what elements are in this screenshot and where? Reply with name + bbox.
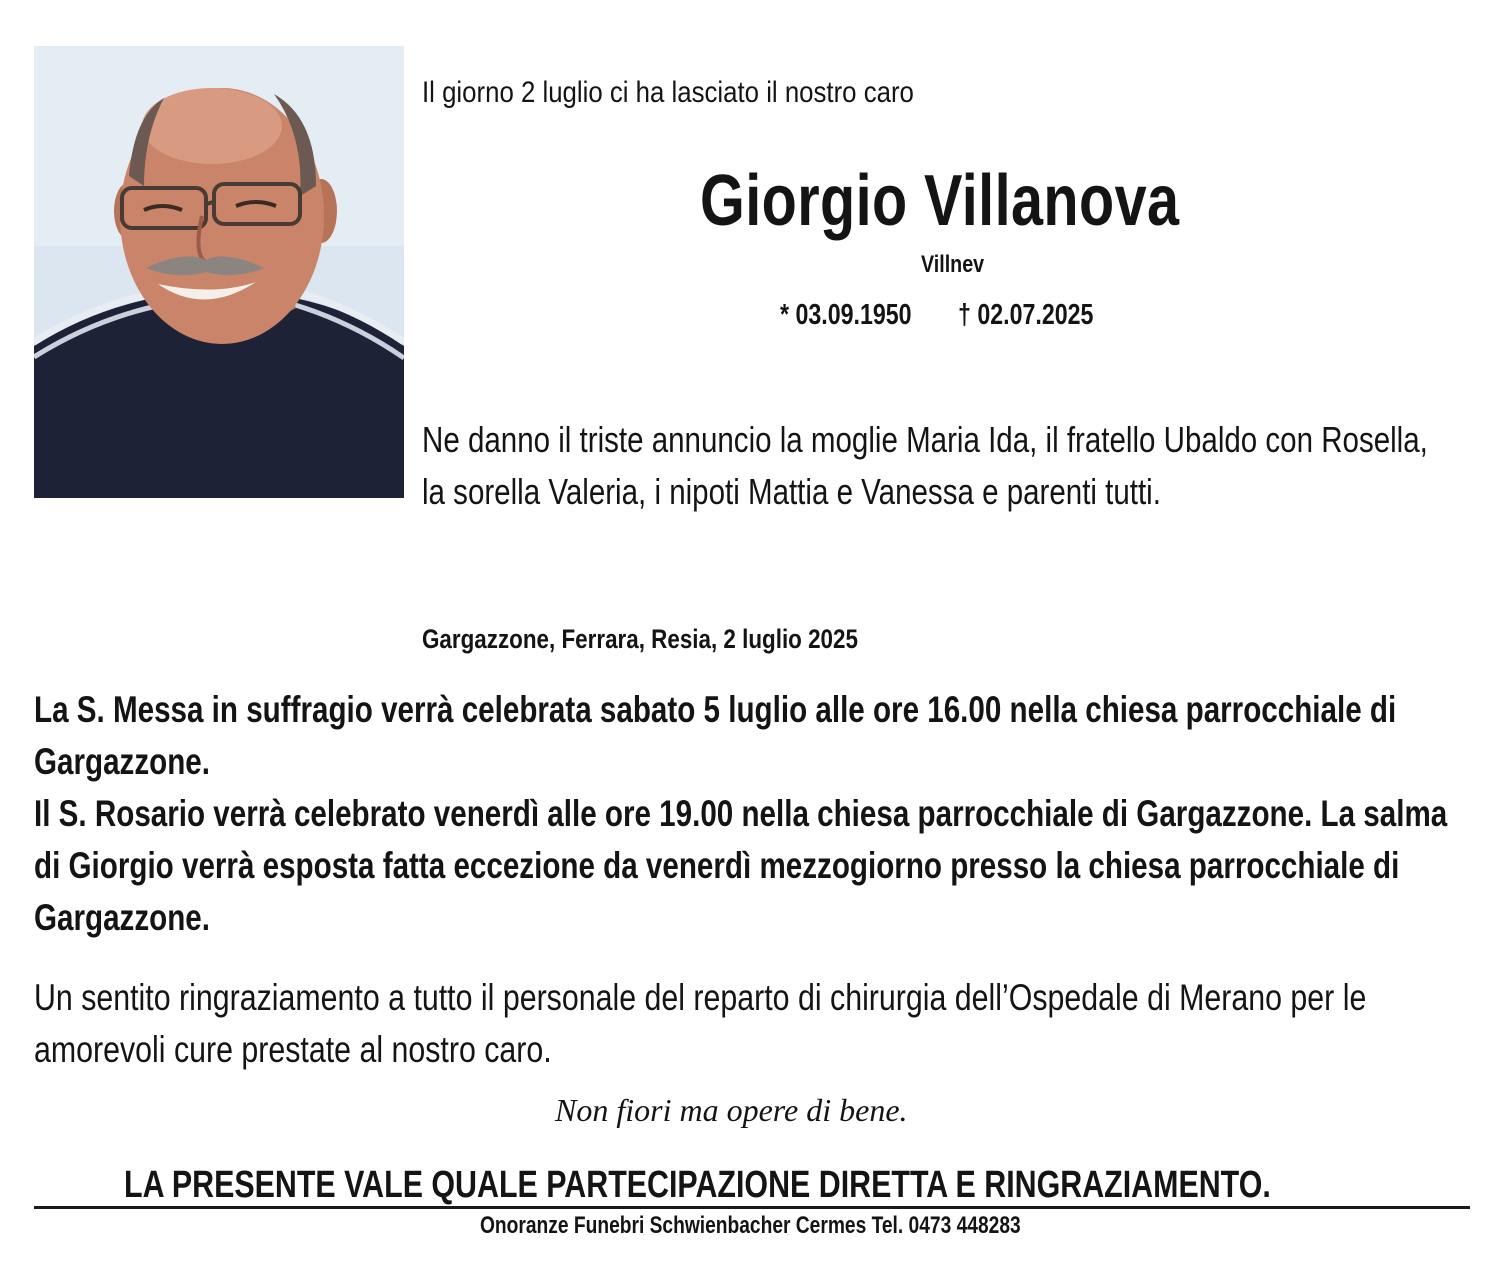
deceased-name: Giorgio Villanova (700, 161, 1180, 241)
life-dates (780, 299, 1093, 332)
intro-text: Il giorno 2 luglio ci ha lasciato il nostro caro (422, 76, 914, 109)
portrait-photo (34, 46, 404, 498)
declaration-heading: LA PRESENTE VALE QUALE PARTECIPAZIONE DIRETTA E RINGRAZIAMENTO. (124, 1164, 1271, 1206)
rosary-paragraph: Il S. Rosario verrà celebrato venerdì alle ore 19.00 nella chiesa parrocchiale di Gargazzone. La salma di Giorgio verrà esposta fatta eccezione da venerdì mezzogiorno presso la chiesa parrocchiale di Gargazzone. (34, 793, 1448, 938)
divider-line (34, 1206, 1470, 1209)
flowers-note: Non fiori ma opere di bene. (555, 1092, 908, 1128)
service-details (34, 684, 1466, 944)
thanks-paragraph: Un sentito ringraziamento a tutto il personale del reparto di chirurgia dell’Ospedale di Merano per le amorevoli cure prestate al nostro caro. (34, 977, 1367, 1070)
mass-paragraph: La S. Messa in suffragio verrà celebrata sabato 5 luglio alle ore 16.00 nella chiesa parrocchiale di Gargazzone. (34, 689, 1397, 782)
family-announcement: Ne danno il triste annuncio la moglie Maria Ida, il fratello Ubaldo con Rosella, la sorella Valeria, i nipoti Mattia e Vanessa e parenti tutti. (422, 419, 1428, 512)
funeral-home-credit: Onoranze Funebri Schwienbacher Cermes Tel. 0473 448283 (480, 1212, 1021, 1239)
place-and-date: Gargazzone, Ferrara, Resia, 2 luglio 2025 (422, 624, 858, 654)
deceased-nickname: Villnev (921, 251, 985, 278)
death-date: † 02.07.2025 (957, 299, 1094, 331)
birth-date: * 03.09.1950 (780, 299, 912, 331)
